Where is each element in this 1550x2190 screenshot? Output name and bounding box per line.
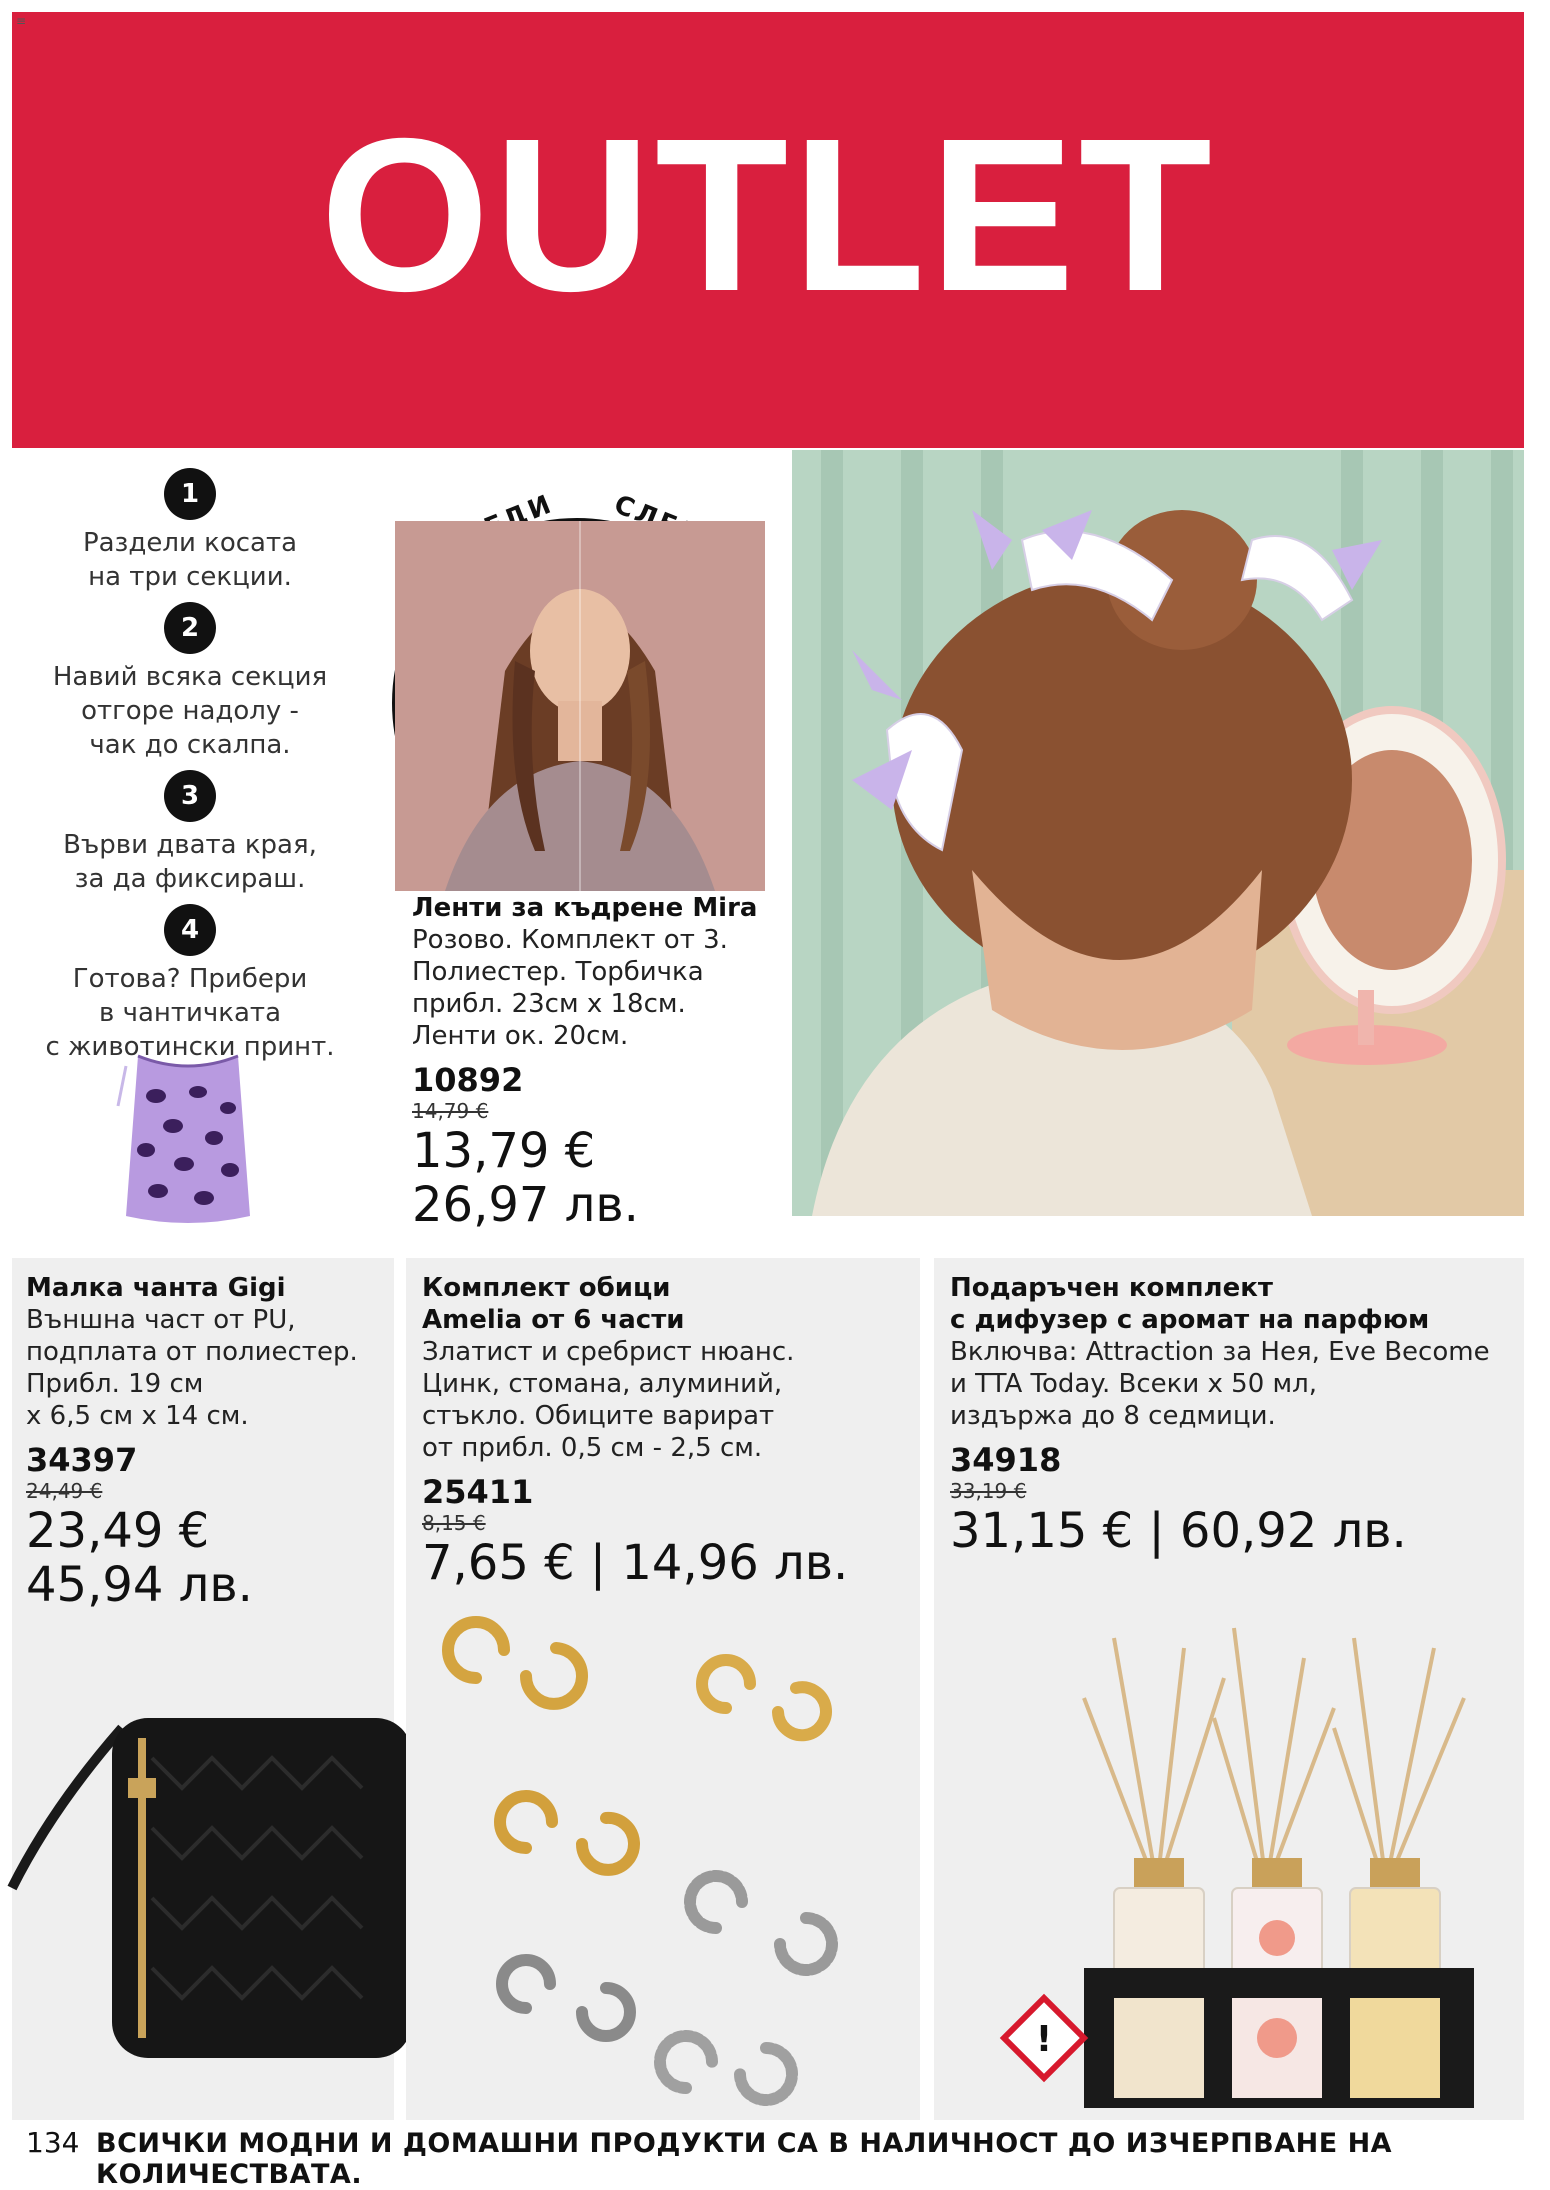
product-code: 34918 bbox=[950, 1441, 1062, 1479]
svg-text:!: ! bbox=[1035, 2019, 1053, 2060]
product-code: 34397 bbox=[26, 1441, 138, 1479]
curling-steps bbox=[30, 468, 350, 1072]
corner-mark: ≡ bbox=[16, 14, 27, 28]
step-number-4: 4 bbox=[164, 904, 216, 956]
price-eur: 13,79 € bbox=[412, 1123, 596, 1179]
product-description: Външна част от PU, подплата от полиестер. Прибл. 19 см х 6,5 см х 14 см. bbox=[26, 1305, 358, 1431]
price-combined: 7,65 € | 14,96 лв. bbox=[422, 1535, 849, 1591]
earrings-image bbox=[406, 1588, 920, 2120]
old-price: 33,19 € bbox=[950, 1479, 1027, 1503]
step-number-3: 3 bbox=[164, 770, 216, 822]
product-description: Розово. Комплект от 3. Полиестер. Торбичка прибл. 23см х 18см. Ленти ок. 20см. bbox=[412, 925, 728, 1051]
product-name: Комплект обици Amelia от 6 части bbox=[422, 1273, 685, 1335]
product-earrings bbox=[422, 1272, 912, 1590]
product-description: Включва: Attraction за Нея, Eve Become и TTA Today. Всеки х 50 мл, издържа до 8 седмици. bbox=[950, 1337, 1490, 1431]
product-name: Ленти за къдрене Mira bbox=[412, 893, 758, 923]
diffuser-set-image bbox=[934, 1618, 1524, 2120]
product-curlers bbox=[412, 892, 782, 1232]
product-code: 25411 bbox=[422, 1473, 534, 1511]
panel-bag bbox=[12, 1258, 394, 2120]
product-code: 10892 bbox=[412, 1061, 524, 1099]
panel-diffuser bbox=[934, 1258, 1524, 2120]
product-name: Малка чанта Gigi bbox=[26, 1273, 286, 1303]
step-number-1: 1 bbox=[164, 468, 216, 520]
product-bag bbox=[26, 1272, 386, 1612]
step-text-4: Готова? Прибери в чантичката с животински принт. bbox=[45, 964, 335, 1062]
price-bgn: 26,97 лв. bbox=[412, 1177, 639, 1233]
outlet-banner bbox=[12, 12, 1524, 448]
product-name: Подаръчен комплект с дифузер с аромат на парфюм bbox=[950, 1273, 1430, 1335]
price-bgn: 45,94 лв. bbox=[26, 1557, 253, 1613]
availability-disclaimer: ВСИЧКИ МОДНИ И ДОМАШНИ ПРОДУКТИ СА В НАЛИЧНОСТ ДО ИЗЧЕРПВАНЕ НА КОЛИЧЕСТВАТА. bbox=[96, 2128, 1393, 2190]
page-number: 134 bbox=[26, 2126, 80, 2159]
portrait-illustration bbox=[395, 521, 765, 891]
leopard-pouch-image bbox=[118, 1046, 258, 1226]
hero-illustration bbox=[792, 450, 1524, 1216]
price-combined: 31,15 € | 60,92 лв. bbox=[950, 1503, 1407, 1559]
hero-hair-photo bbox=[792, 450, 1524, 1216]
step-text-3: Върви двата края, за да фиксираш. bbox=[63, 830, 317, 894]
step-text-2: Навий всяка секция отгоре надолу - чак до скалпа. bbox=[52, 662, 328, 760]
product-description: Златист и сребрист нюанс. Цинк, стомана, алуминий, стъкло. Обиците варират от прибл. 0,5 см - 2,5 см. bbox=[422, 1337, 795, 1463]
step-text-1: Раздели косата на три секции. bbox=[82, 528, 298, 592]
step-number-2: 2 bbox=[164, 602, 216, 654]
panel-earrings bbox=[406, 1258, 920, 2120]
price-eur: 23,49 € bbox=[26, 1503, 210, 1559]
product-diffuser bbox=[950, 1272, 1520, 1558]
old-price: 14,79 € bbox=[412, 1099, 489, 1123]
before-after-photo bbox=[380, 480, 770, 900]
old-price: 24,49 € bbox=[26, 1479, 103, 1503]
banner-title: OUTLET bbox=[320, 94, 1216, 337]
black-bag-image bbox=[12, 1688, 394, 2120]
hazard-pictogram-icon bbox=[1004, 1998, 1084, 2078]
before-after-circle bbox=[392, 518, 762, 888]
old-price: 8,15 € bbox=[422, 1511, 486, 1535]
